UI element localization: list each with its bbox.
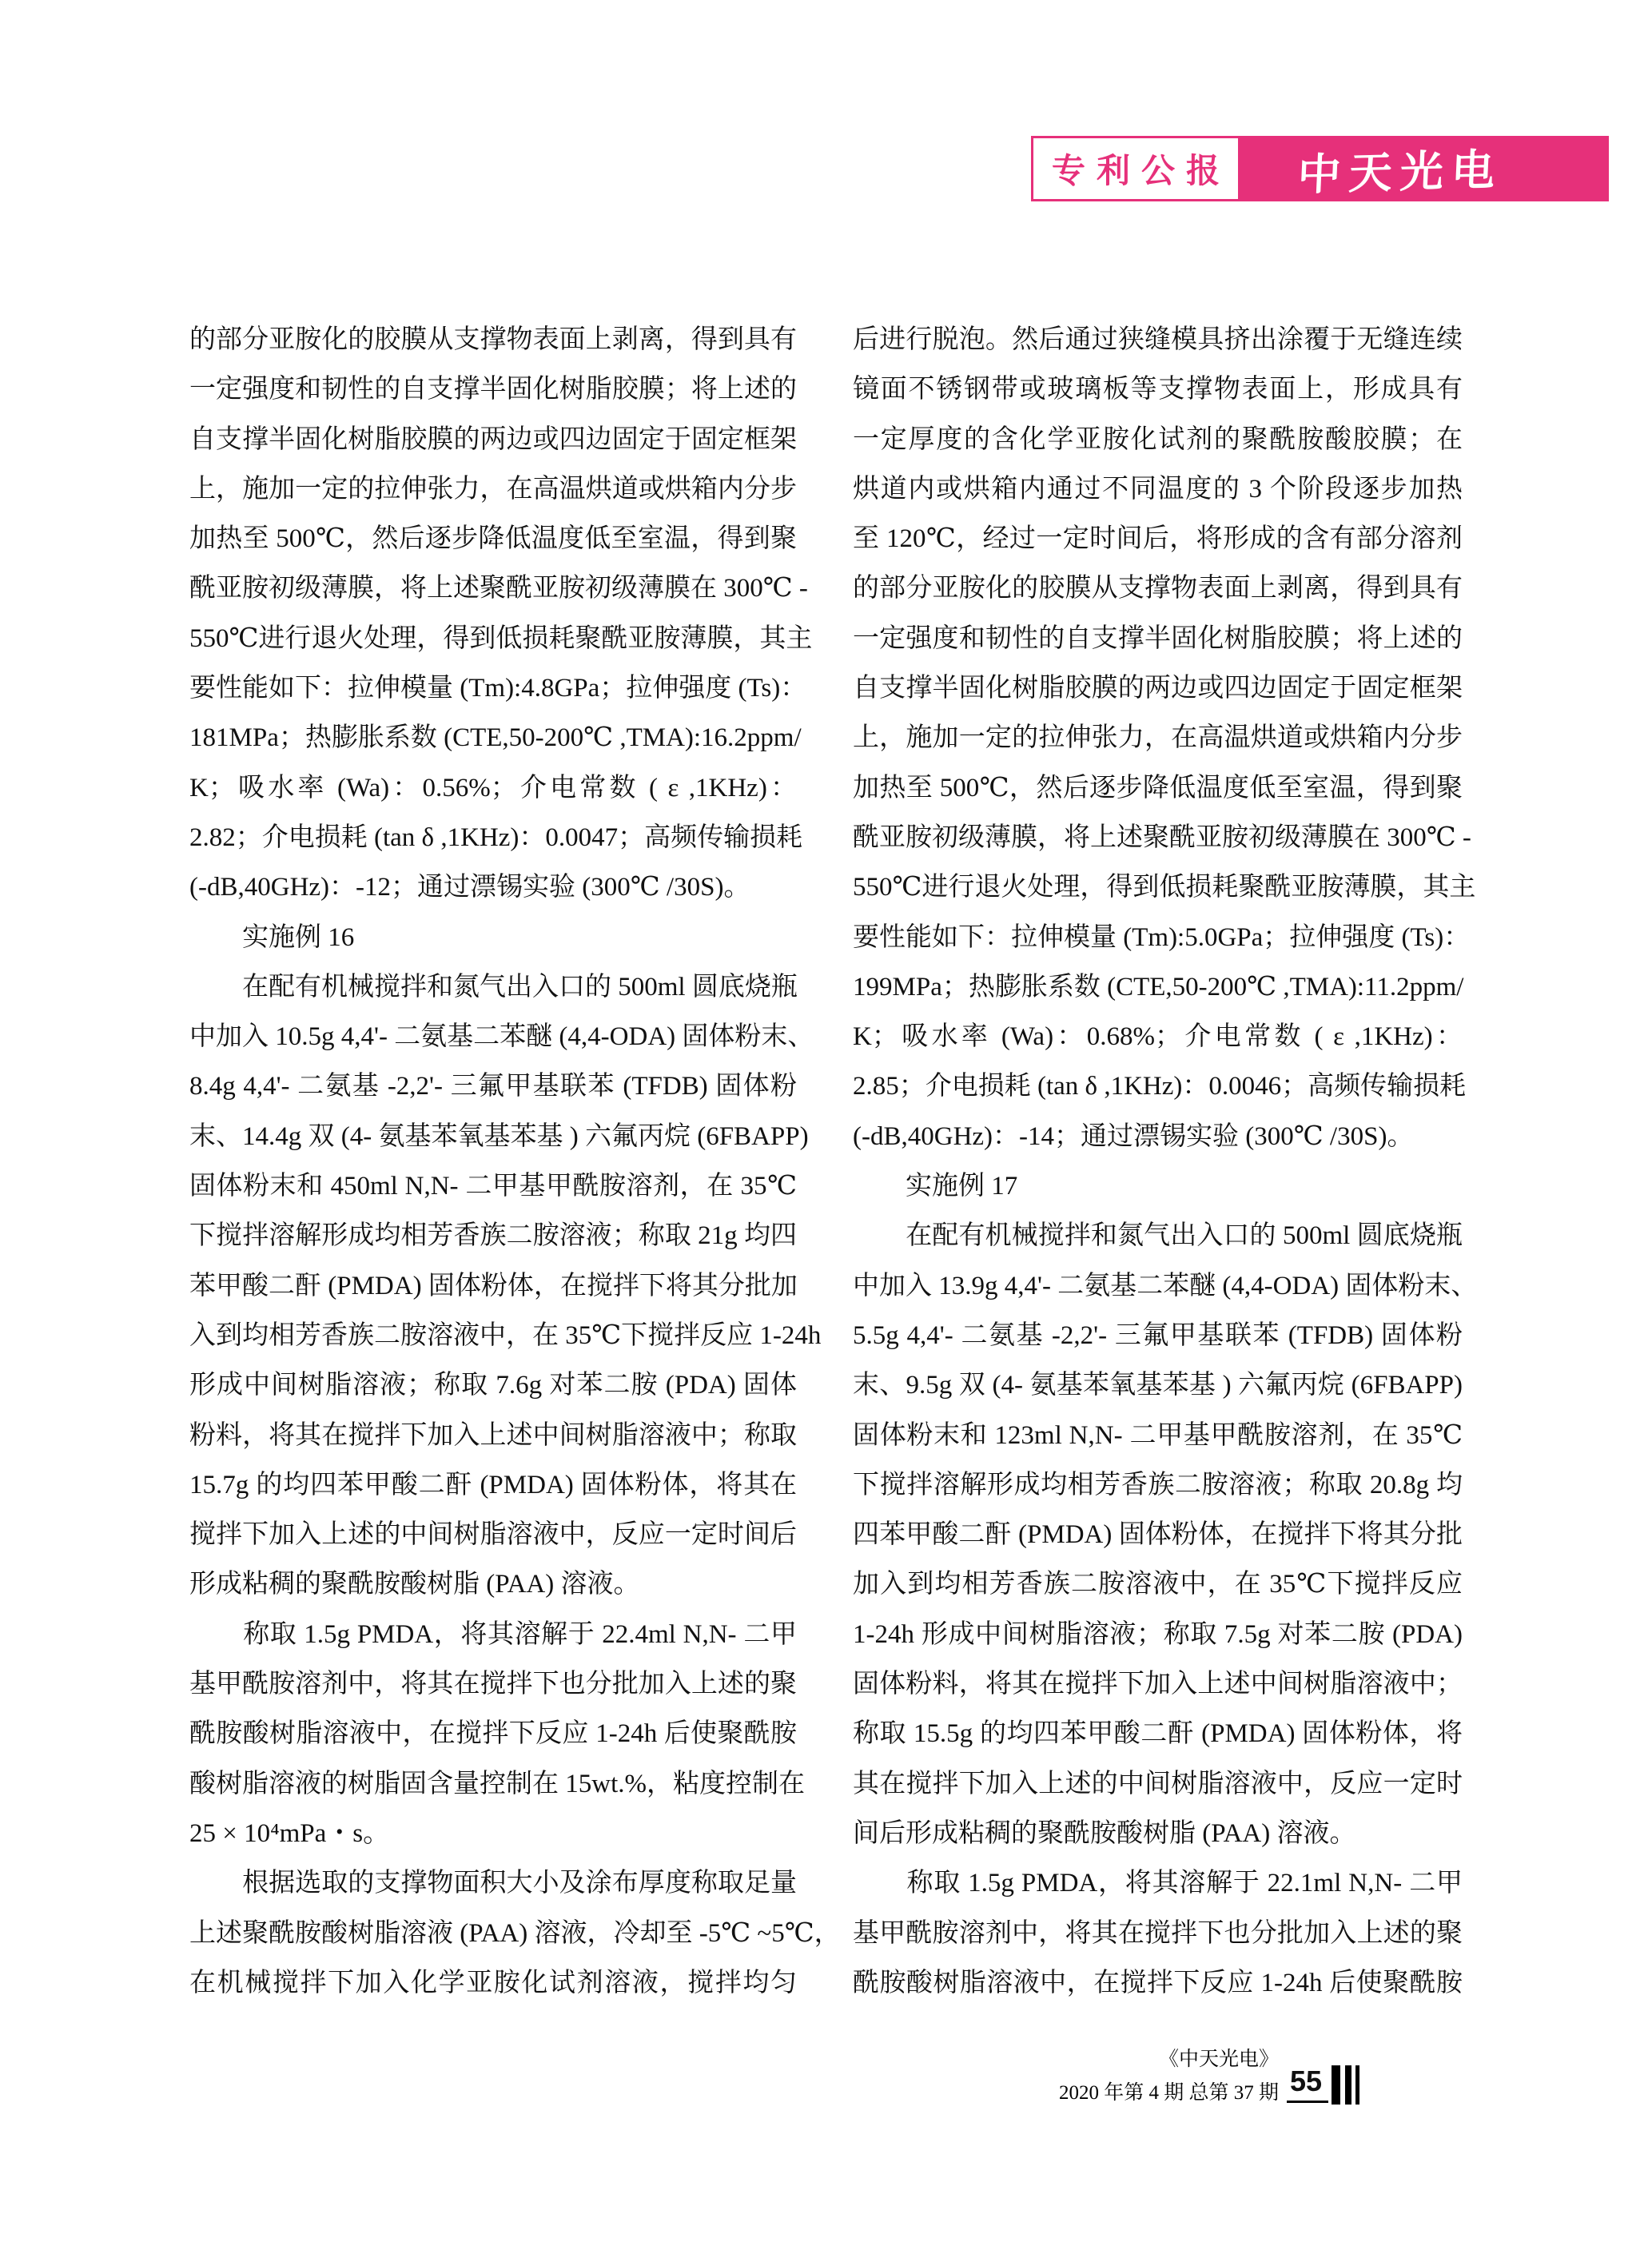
- text-line: 下搅拌溶解形成均相芳香族二胺溶液；称取 21g 均四: [189, 1221, 797, 1251]
- text-line: 要性能如下：拉伸模量 (Tm):4.8GPa；拉伸强度 (Ts)：: [189, 674, 807, 703]
- text-line: 一定厚度的含化学亚胺化试剂的聚酰胺酸胶膜；在: [853, 424, 1463, 454]
- text-line: 一定强度和韧性的自支撑半固化树脂胶膜；将上述的: [189, 375, 797, 404]
- marker-bar-icon: [1355, 2065, 1359, 2105]
- text-line: 粉料，将其在搅拌下加入上述中间树脂溶液中；称取: [189, 1420, 797, 1450]
- text-line: 中加入 13.9g 4,4'- 二氨基二苯醚 (4,4-ODA) 固体粉末、: [853, 1271, 1478, 1300]
- text-line: 酰亚胺初级薄膜，将上述聚酰亚胺初级薄膜在 300℃ -: [189, 574, 808, 603]
- text-line: 加入到均相芳香族二胺溶液中，在 35℃下搅拌反应: [853, 1570, 1463, 1599]
- text-line: 酰亚胺初级薄膜，将上述聚酰亚胺初级薄膜在 300℃ -: [853, 822, 1471, 852]
- text-line: 550℃进行退火处理，得到低损耗聚酰亚胺薄膜，其主: [853, 873, 1476, 902]
- text-line: K；吸水率 (Wa)：0.68%；介电常数 ( ε ,1KHz)：: [853, 1022, 1463, 1052]
- text-line: 至 120℃，经过一定时间后，将形成的含有部分溶剂: [853, 524, 1463, 554]
- text-line: 要性能如下：拉伸模量 (Tm):5.0GPa；拉伸强度 (Ts)：: [853, 922, 1471, 952]
- text-line: 形成粘稠的聚酰胺酸树脂 (PAA) 溶液。: [189, 1570, 640, 1599]
- text-line: 2.85；介电损耗 (tan δ ,1KHz)：0.0046；高频传输损耗: [853, 1072, 1467, 1101]
- text-line: 上，施加一定的拉伸张力，在高温烘道或烘箱内分步: [189, 474, 797, 504]
- text-line: 镜面不锈钢带或玻璃板等支撑物表面上，形成具有: [853, 375, 1463, 404]
- text-line: (-dB,40GHz)：-12；通过漂锡实验 (300℃ /30S)。: [189, 873, 750, 902]
- text-column-left: [189, 315, 841, 2008]
- text-line: 基甲酰胺溶剂中，将其在搅拌下也分批加入上述的聚: [853, 1918, 1463, 1948]
- text-line: 称取 1.5g PMDA，将其溶解于 22.4ml N,N- 二甲: [189, 1619, 797, 1649]
- text-line: 在配有机械搅拌和氮气出入口的 500ml 圆底烧瓶: [189, 972, 798, 1002]
- text-line: 5.5g 4,4'- 二氨基 -2,2'- 三氟甲基联苯 (TFDB) 固体粉: [853, 1320, 1463, 1350]
- text-line: 固体粉末和 450ml N,N- 二甲基甲酰胺溶剂，在 35℃: [189, 1172, 797, 1201]
- page-number: 55: [1287, 2065, 1328, 2103]
- text-line: 间后形成粘稠的聚酰胺酸树脂 (PAA) 溶液。: [853, 1818, 1356, 1848]
- text-line: 的部分亚胺化的胶膜从支撑物表面上剥离，得到具有: [189, 325, 797, 354]
- text-line: 在配有机械搅拌和氮气出入口的 500ml 圆底烧瓶: [853, 1221, 1463, 1251]
- brand-bar: [1240, 136, 1609, 201]
- text-line: 称取 1.5g PMDA，将其溶解于 22.1ml N,N- 二甲: [853, 1869, 1463, 1898]
- footer-info: [959, 2043, 1279, 2110]
- text-line: 的部分亚胺化的胶膜从支撑物表面上剥离，得到具有: [853, 574, 1463, 603]
- marker-bar-icon: [1345, 2065, 1351, 2105]
- text-line: 酰胺酸树脂溶液中，在搅拌下反应 1-24h 后使聚酰胺: [189, 1719, 797, 1749]
- text-line: 下搅拌溶解形成均相芳香族二胺溶液；称取 20.8g 均: [853, 1470, 1463, 1499]
- text-line: 末、14.4g 双 (4- 氨基苯氧基苯基 ) 六氟丙烷 (6FBAPP): [189, 1121, 809, 1151]
- footer-journal-name: 《中天光电》: [1158, 2049, 1279, 2070]
- page-marker-bars-icon: [1332, 2065, 1359, 2105]
- text-line: 2.82；介电损耗 (tan δ ,1KHz)：0.0047；高频传输损耗: [189, 822, 803, 852]
- text-line: 中加入 10.5g 4,4'- 二氨基二苯醚 (4,4-ODA) 固体粉末、: [189, 1022, 814, 1052]
- page-header: [1031, 136, 1609, 201]
- text-line: 酰胺酸树脂溶液中，在搅拌下反应 1-24h 后使聚酰胺: [853, 1968, 1463, 1997]
- text-line: 酸树脂溶液的树脂固含量控制在 15wt.%，粘度控制在: [189, 1769, 805, 1798]
- text-line: 550℃进行退火处理，得到低损耗聚酰亚胺薄膜，其主: [189, 623, 813, 653]
- text-line: 加热至 500℃，然后逐步降低温度低至室温，得到聚: [189, 524, 797, 554]
- marker-bar-icon: [1332, 2065, 1340, 2105]
- text-line: 苯甲酸二酐 (PMDA) 固体粉体，在搅拌下将其分批加: [189, 1271, 798, 1300]
- text-line: 固体粉末和 123ml N,N- 二甲基甲酰胺溶剂，在 35℃: [853, 1420, 1463, 1450]
- text-line: 实施例 17: [853, 1172, 1018, 1201]
- text-line: 181MPa；热膨胀系数 (CTE,50-200℃ ,TMA):16.2ppm/: [189, 723, 802, 753]
- text-line: 四苯甲酸二酐 (PMDA) 固体粉体，在搅拌下将其分批: [853, 1520, 1463, 1550]
- text-line: 称取 15.5g 的均四苯甲酸二酐 (PMDA) 固体粉体，将: [853, 1719, 1463, 1749]
- text-line: 一定强度和韧性的自支撑半固化树脂胶膜；将上述的: [853, 623, 1463, 653]
- text-line: 上，施加一定的拉伸张力，在高温烘道或烘箱内分步: [853, 723, 1463, 753]
- text-line: 1-24h 形成中间树脂溶液；称取 7.5g 对苯二胺 (PDA): [853, 1619, 1463, 1649]
- footer-issue-info: 2020 年第 4 期 总第 37 期: [1058, 2082, 1279, 2104]
- text-line: 自支撑半固化树脂胶膜的两边或四边固定于固定框架: [853, 674, 1463, 703]
- text-line: 在机械搅拌下加入化学亚胺化试剂溶液，搅拌均匀: [189, 1968, 797, 1997]
- section-tag: 专利公报: [1031, 136, 1240, 201]
- text-line: 15.7g 的均四苯甲酸二酐 (PMDA) 固体粉体，将其在: [189, 1470, 797, 1499]
- brand-logo: 中天光电: [1296, 145, 1504, 199]
- text-line: (-dB,40GHz)：-14；通过漂锡实验 (300℃ /30S)。: [853, 1121, 1414, 1151]
- text-line: 8.4g 4,4'- 二氨基 -2,2'- 三氟甲基联苯 (TFDB) 固体粉: [189, 1072, 797, 1101]
- text-line: 上述聚酰胺酸树脂溶液 (PAA) 溶液，冷却至 -5℃ ~5℃，: [189, 1918, 841, 1948]
- text-line: 实施例 16: [189, 922, 355, 952]
- text-line: 形成中间树脂溶液；称取 7.6g 对苯二胺 (PDA) 固体: [189, 1371, 797, 1400]
- text-line: 固体粉料，将其在搅拌下加入上述中间树脂溶液中；: [853, 1670, 1463, 1699]
- text-column-right: [853, 315, 1478, 2008]
- text-line: 自支撑半固化树脂胶膜的两边或四边固定于固定框架: [189, 424, 797, 454]
- text-line: 其在搅拌下加入上述的中间树脂溶液中，反应一定时: [853, 1769, 1463, 1798]
- text-line: K；吸水率 (Wa)：0.56%；介电常数 ( ε ,1KHz)：: [189, 773, 797, 802]
- text-line: 加热至 500℃，然后逐步降低温度低至室温，得到聚: [853, 773, 1463, 802]
- text-line: 入到均相芳香族二胺溶液中，在 35℃下搅拌反应 1-24h: [189, 1320, 822, 1350]
- text-line: 末、9.5g 双 (4- 氨基苯氧基苯基 ) 六氟丙烷 (6FBAPP): [853, 1371, 1463, 1400]
- text-line: 后进行脱泡。然后通过狭缝模具挤出涂覆于无缝连续: [853, 325, 1463, 354]
- text-line: 基甲酰胺溶剂中，将其在搅拌下也分批加入上述的聚: [189, 1670, 797, 1699]
- text-line: 烘道内或烘箱内通过不同温度的 3 个阶段逐步加热: [853, 474, 1463, 504]
- page-number-block: [1287, 2065, 1359, 2105]
- text-line: 25 × 10⁴mPa・s。: [189, 1818, 390, 1848]
- text-line: 搅拌下加入上述的中间树脂溶液中，反应一定时间后: [189, 1520, 797, 1550]
- text-line: 根据选取的支撑物面积大小及涂布厚度称取足量: [189, 1869, 797, 1898]
- text-line: 199MPa；热膨胀系数 (CTE,50-200℃ ,TMA):11.2ppm/: [853, 972, 1464, 1002]
